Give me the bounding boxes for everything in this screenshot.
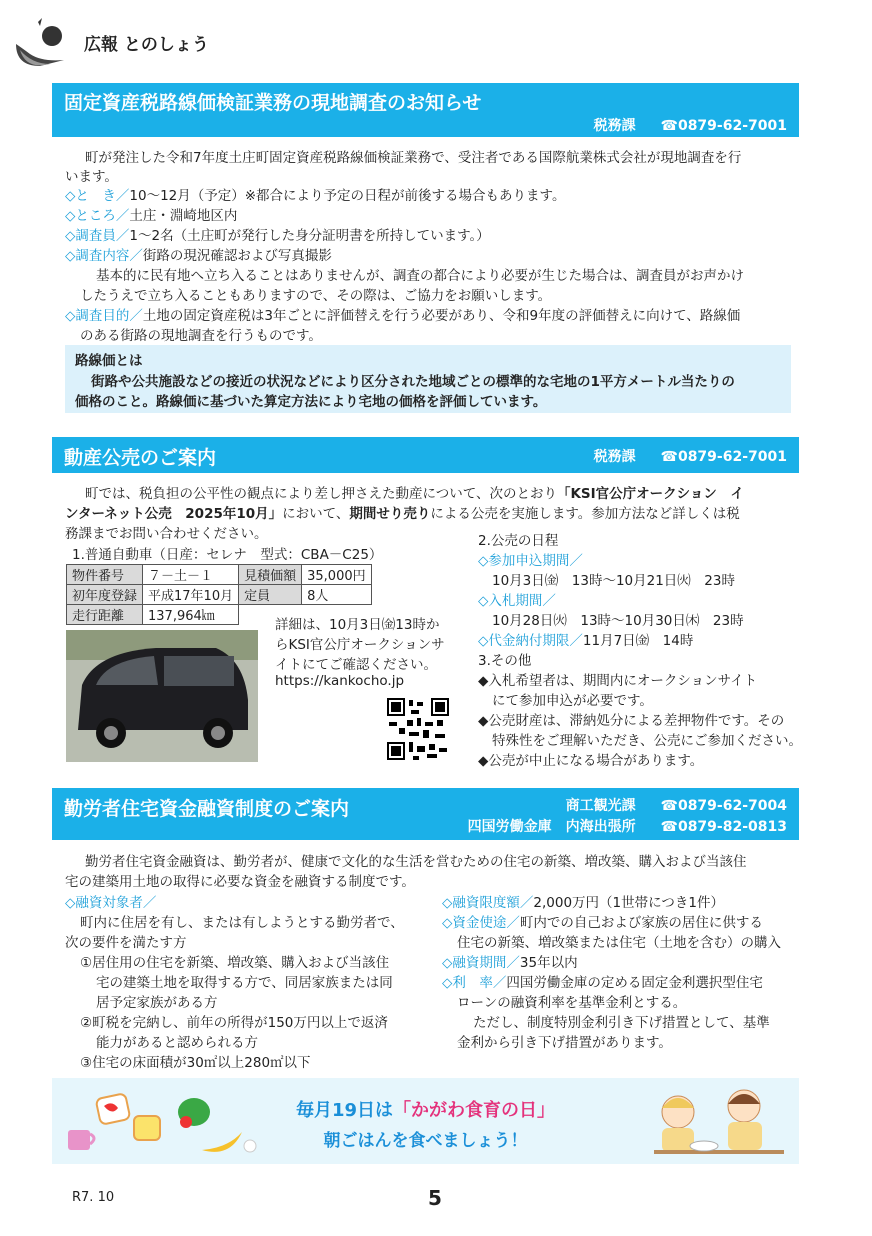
loan-period: ◇融資期間／35年以内 [442,955,578,971]
target-2: 次の要件を満たす方 [65,935,187,951]
target-label: ◇融資対象者／ [65,895,157,911]
s1-purpose-2: のある街路の現地調査を行うものです。 [80,328,322,344]
term-title: 路線価とは [75,353,143,369]
term-note-box [65,345,791,413]
target-4: 宅の建築土地を取得する方で、同居家族または同 [96,975,393,991]
s1-content: ◇調査内容／街路の現況確認および写真撮影 [65,248,332,264]
qr-code-icon[interactable] [387,698,449,760]
other-2b: 特殊性をご理解いただき、公売にご参加ください。 [492,733,802,749]
s1-intro-1: 町が発注した令和7年度土庄町固定資産税路線価検証業務で、受注者である国際航業株式会社が現地調査を行 [85,150,742,166]
loan-rate-2: ローンの融資利率を基準金利とする。 [457,995,687,1011]
loan-rate: ◇利 率／四国労働金庫の定める固定金利選択型住宅 [442,975,763,991]
other-title: 3.その他 [478,653,532,669]
family-eating-icon [644,1082,794,1162]
other-1a: ◆入札希望者は、期間内にオークションサイト [478,673,758,689]
section-title: 動産公売のご案内 [64,447,217,469]
auction-url[interactable]: https://kankocho.jp [275,673,405,689]
apply-label: ◇参加申込期間／ [478,553,583,569]
brand-title: 広報 とのしょう [84,35,209,55]
detail-2: らKSI官公庁オークションサ [275,637,445,653]
schedule-title: 2.公売の日程 [478,533,559,549]
phone-number: ☎0879-62-7004 [660,798,787,814]
dept-label-2: 四国労働金庫 内海出張所 [467,819,636,835]
apply-period: 10月3日㈮ 13時～10月21日㈫ 23時 [492,573,735,589]
other-2a: ◆公売財産は、滞納処分による差押物件です。その [478,713,785,729]
s1-content-2: 基本的に民有地へ立ち入ることはありませんが、調査の都合により必要が生じた場合は、調査員がお声かけ [96,268,744,284]
section-title: 固定資産税路線価検証業務の現地調査のお知らせ [64,92,482,114]
food-day-banner [52,1078,799,1164]
phone-number-2: ☎0879-82-0813 [660,819,787,835]
s1-content-3: したうえで立ち入ることもありますので、その際は、ご協力をお願いします。 [80,288,552,304]
target-3: ①居住用の住宅を新築、増改築、購入および当該住 [80,955,390,971]
loan-use: ◇資金使途／町内での自己および家族の居住に供する [442,915,763,931]
s3-intro-1: 勤労者住宅資金融資は、勤労者が、健康で文化的な生活を営むための住宅の新築、増改築、購入および当該住 [85,854,747,870]
section-banner-housing-loan [52,788,799,840]
s1-purpose: ◇調査目的／土地の固定資産税は3年ごとに評価替えを行う必要があり、令和9年度の評価替えに向けて、路線価 [65,308,741,324]
phone-number: ☎0879-62-7001 [660,449,787,465]
bid-period: 10月28日㈫ 13時～10月30日㈭ 23時 [492,613,744,629]
other-1b: にて参加申込が必要です。 [492,693,653,709]
dept-label: 商工観光課 [565,798,636,814]
target-7: 能力があると認められる方 [96,1035,258,1051]
s3-intro-2: 宅の建築用土地の取得に必要な資金を融資する制度です。 [65,874,415,890]
logo-icon [12,14,72,69]
term-text-1: 街路や公共施設などの接近の状況などにより区分された地域ごとの標準的な宅地の1平方メートル当たりの [91,374,735,390]
detail-1: 詳細は、10月3日㈮13時か [275,617,440,633]
s2-intro-2: ンターネット公売 2025年10月」において、期間せり売りによる公売を実施します。参加方法など詳しくは税 [65,506,740,522]
loan-rate-4: 金利から引き下げ措置があります。 [457,1035,672,1051]
s1-intro-2: います。 [65,169,118,185]
dept-label: 税務課 [593,118,636,134]
s2-intro-1: 町では、税負担の公平性の観点により差し押さえた動産について、次のとおり「KSI官公庁オークション イ [85,486,744,502]
section-banner-survey [52,83,799,137]
loan-rate-3: ただし、制度特別金利引き下げ措置として、基準 [473,1015,770,1031]
detail-3: イトにてご確認ください。 [275,657,437,673]
s1-where: ◇ところ／土庄・淵崎地区内 [65,208,238,224]
loan-limit: ◇融資限度額／2,000万円（1世帯につき1件） [442,895,724,911]
car-title: 1.普通自動車（日産：セレナ 型式：CBA－C25） [72,547,383,563]
target-6: ②町税を完納し、前年の所得が150万円以上で返済 [80,1015,388,1031]
car-spec-table: 物件番号 ７－土－１ 見積価額 35,000円 初年度登録 平成17年10月 定員 8人 走行距離 137,964㎞ [66,564,372,625]
target-8: ③住宅の床面積が30㎡以上280㎡以下 [80,1055,311,1071]
other-3: ◆公売が中止になる場合があります。 [478,753,704,769]
dept-label: 税務課 [593,449,636,465]
phone-number: ☎0879-62-7001 [660,118,787,134]
section-banner-auction [52,437,799,473]
section-title: 勤労者住宅資金融資制度のご案内 [64,798,350,820]
page-number: 5 [428,1186,442,1210]
s1-when: ◇と き／10～12月（予定）※都合により予定の日程が前後する場合もあります。 [65,188,566,204]
food-day-line-1: 毎月19日は「かがわ食育の日」 [295,1100,556,1121]
food-day-line-2: 朝ごはんを食べましょう！ [323,1131,528,1151]
s1-staff: ◇調査員／1～2名（土庄町が発行した身分証明書を所持しています。） [65,228,490,244]
s2-intro-3: 務課までお問い合わせください。 [65,526,268,542]
payment-deadline: ◇代金納付期限／11月7日㈮ 14時 [478,633,694,649]
loan-use-2: 住宅の新築、増改築または住宅（土地を含む）の購入 [457,935,781,951]
issue-label: R7. 10 [72,1190,115,1205]
car-photo [66,630,258,762]
bid-label: ◇入札期間／ [478,593,556,609]
target-1: 町内に住居を有し、または有しようとする勤労者で、 [80,915,404,931]
target-5: 居予定家族がある方 [96,995,218,1011]
term-text-2: 価格のこと。路線価に基づいた算定方法により宅地の価格を評価しています。 [75,394,547,410]
